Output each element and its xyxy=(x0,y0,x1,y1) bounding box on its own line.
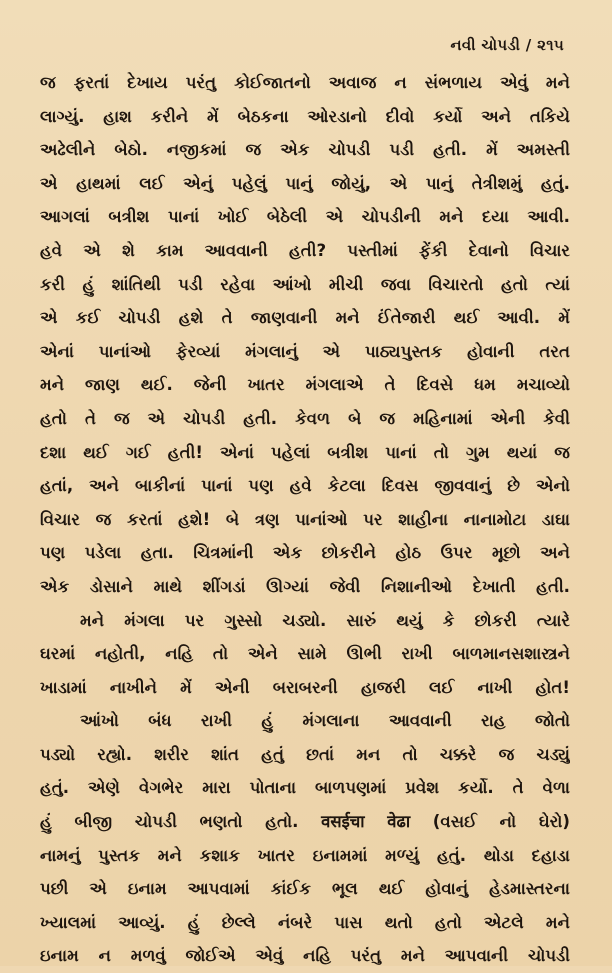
running-head: નવી ચોપડી / ૨૧૫ xyxy=(450,36,564,54)
text-line: મને જાણ થઈ. જેની ખાતર મંગલાએ તે દિવસે ધમ મચાવ્યો xyxy=(40,375,570,395)
text-line: ઘરમાં નહોતી, નહિ તો એને સામે ઊભી રાખી બાળમાનસશાસ્ત્રને xyxy=(40,644,570,664)
text-line: દશા થઈ ગઈ હતી! એનાં પહેલાં બત્રીશ પાનાં તો ગુમ થયાં જ xyxy=(40,442,570,462)
text-line: આંખો બંધ રાખી હું મંગલાના આવવાની રાહ જોતો xyxy=(80,711,570,731)
text-line: મને મંગલા પર ગુસ્સો ચડ્યો. સારું થયું કે છોકરી ત્યારે xyxy=(80,610,570,630)
text-line: વિચાર જ કરતાં હશે! બે ત્રણ પાનાંઓ પર શાહીના નાનામોટા ડાઘા xyxy=(40,509,570,529)
text-line: લાગ્યું. હાશ કરીને મેં બેઠકના ઓરડાનો દીવો કર્યો અને તકિયે xyxy=(40,106,570,126)
text-line: જ ફરતાં દેખાય પરંતુ કોઈજાતનો અવાજ ન સંભળાય એવું મને xyxy=(40,73,570,92)
text-line: પડ્યો રહ્યો. શરીર શાંત હતું છતાં મન તો ચક્કરે જ ચડ્યું xyxy=(40,744,570,764)
text-line: હતાં, અને બાકીનાં પાનાં પણ હવે કેટલા દિવસ જીવવાનું છે એનો xyxy=(40,476,570,496)
text-line: એક ડોસાને માથે શીંગડાં ઊગ્યાં જેવી નિશાનીઓ દેખાતી હતી. xyxy=(40,576,570,596)
text-line: હતો તે જ એ ચોપડી હતી. કેવળ બે જ મહિનામાં એની કેવી xyxy=(40,408,570,428)
text-line: કરી હું શાંતિથી પડી રહેવા આંખો મીચી જવા વિચારતો હતો ત્યાં xyxy=(40,274,570,294)
text-line: હતું. એણે વેગભેર મારા પોતાના બાળપણમાં પ્રવેશ કર્યો. તે વેળા xyxy=(40,778,570,798)
text-line: પછી એ ઇનામ આપવામાં કાંઈક ભૂલ થઈ હોવાનું હેડમાસ્તરના xyxy=(40,879,570,899)
text-line: એ હાથમાં લઈ એનું પહેલું પાનું જોયું, એ પાનું તેત્રીશમું હતું. xyxy=(40,173,570,193)
text-line: એનાં પાનાંઓ ફેરવ્યાં મંગલાનું એ પાઠ્યપુસ્તક હોવાની તરત xyxy=(40,341,570,361)
text-line: એ કઈ ચોપડી હશે તે જાણવાની મને ઈંતેજારી થઈ આવી. મેં xyxy=(40,308,570,328)
text-line: નામનું પુસ્તક મને કશાક ખાતર ઇનામમાં મળ્યું હતું. થોડા દહાડા xyxy=(40,845,570,865)
body-text xyxy=(40,66,570,973)
text-line: આગલાં બત્રીશ પાનાં ખોઈ બેઠેલી એ ચોપડીની મને દયા આવી. xyxy=(40,207,570,227)
text-line: ઇનામ ન મળવું જોઈએ એવું નહિ પરંતુ મને આપવાની ચોપડી xyxy=(40,946,570,966)
text-line: હવે એ શે કામ આવવાની હતી? પસ્તીમાં ફેંકી દેવાનો વિચાર xyxy=(40,240,570,260)
text-line: હું બીજી ચોપડી ભણતો હતો. वसईचा वेढा (વસઈ નો ઘેરો) xyxy=(40,812,570,832)
text-line: ખ્યાલમાં આવ્યું. હું છેલ્લે નંબરે પાસ થતો હતો એટલે મને xyxy=(40,912,570,932)
text-line: પણ પડેલા હતા. ચિત્રમાંની એક છોકરીને હોઠ ઉપર મૂછો અને xyxy=(40,543,570,563)
text-line: અઢેલીને બેઠો. નજીકમાં જ એક ચોપડી પડી હતી. મેં અમસ્તી xyxy=(40,140,570,160)
text-line: ખાડામાં નાખીને મેં એની બરાબરની હાજરી લઈ નાખી હોત! xyxy=(40,677,570,697)
